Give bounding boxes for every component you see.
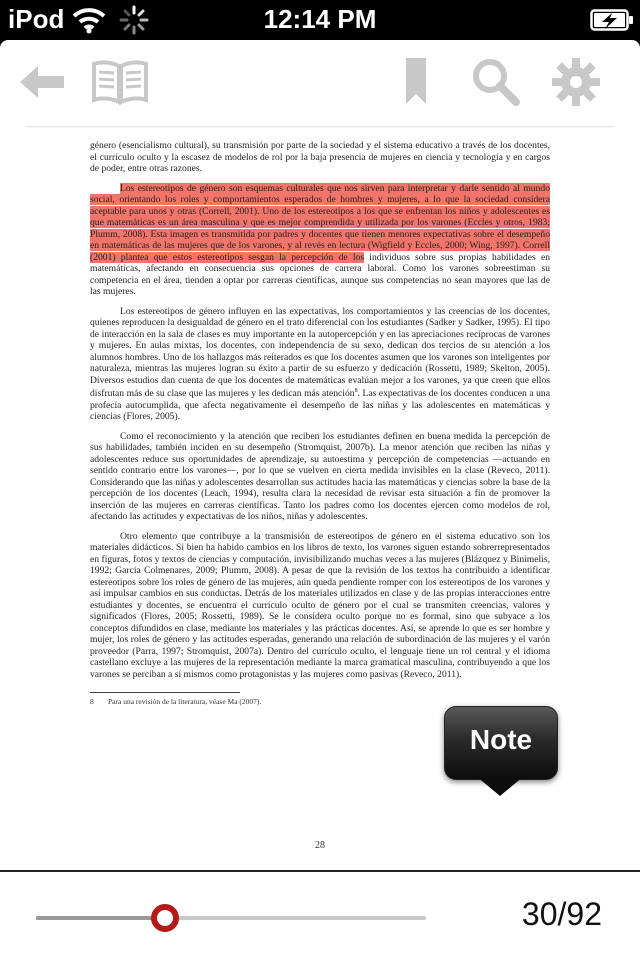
footnote-text: Para una revisión de la literatura, véase Ma (2007). <box>108 697 262 707</box>
note-button[interactable]: Note <box>444 706 558 780</box>
bookmark-icon[interactable] <box>396 54 436 110</box>
page-slider-track[interactable] <box>36 916 426 920</box>
highlighted-text[interactable]: Los estereotipos de género son esquemas culturales que nos sirven para interpretar y darle sentido al mundo social, orientando los roles y comportamientos esperados de hombres y mujeres, a lo que la sociedad considera aceptable para unos y otras (Correll, 2001). Uno de los estereotipos a los que se enfrentan los niños y adolescentes es que matemáticas es un área masculina y que es mejor comprendida y utilizada por los varones (Eccles y otros, 1983; Plumm, 2008). Esta imagen es transmitida por padres y docentes que tienen menores expectativas sobre el desempeño en matemáticas de las mujeres que de los varones, y al revés en lectura (Wigfield y Eccles, 2000; Wing, 1997). Correll (2001) plantea que estos estereotipos sesgan la percepción de los <box>90 182 550 263</box>
footnote-number: 8 <box>90 697 94 707</box>
back-arrow-icon[interactable] <box>14 54 70 110</box>
toolbar-divider <box>26 126 614 128</box>
book-page[interactable] <box>90 140 550 706</box>
page-counter: 30/92 <box>521 896 602 932</box>
paragraph-3-text: Los estereotipos de género influyen en las expectativas, los comportamientos y las creencias de los docentes, quienes reproducen la desigualdad de género en el trato diferencial con los estudiantes (Sadker y Sadker, 1995). El tipo de interacción en la sala de clases es muy importante en la autopercepción y en las apreciaciones recíprocas de varones y mujeres. En aulas mixtas, los docentes, con independencia de su sexo, dedican dos tercios de su atención a los alumnos hombres. Uno de los hallazgos más reiterados es que los docentes asumen que los varones son inteligentes por naturaleza, mientras las mujeres logran su éxito a partir de su esfuerzo y dedicación (Rossetti, 1989; Skelton, 2005). Diversos estudios dan cuenta de que los docentes de matemáticas evalúan mejor a los varones, ya que creen que ellos disfrutan más de su clase que las mujeres y les dedican más atención <box>90 305 550 400</box>
page-slider-fill <box>36 916 165 920</box>
gear-icon[interactable] <box>548 54 604 110</box>
paragraph-3-text-end: . Las expectativas de los docentes conducen a una profecía autocumplida, que afecta negativamente el desempeño de las niñas y las adolescentes en matemáticas y ciencias (Flores, 2005). <box>90 388 550 423</box>
printed-page-number: 28 <box>315 840 325 851</box>
paragraph-4: Como el reconocimiento y la atención que reciben los estudiantes definen en buena medida la percepción de sus habilidades, también inciden en su desempeño (Stromquist, 2007b). La menor atención que reciben las niñas y adolescentes reduce sus oportunidades de aprendizaje, su autoestima y percepción de competencias —actuando en sentido contrario entre los varones—, por lo que se vuelven en cierta medida invisibles en la clase (Reveco, 2011). Considerando que las niñas y adolescentes desarrollan sus actitudes hacia las matemáticas y ciencias sobre la base de la percepción de los docentes (Leach, 1994), resulta clara la necesidad de revisar esta situación a fin de promover la inserción de las mujeres en carreras científicas. Tanto los padres como los docentes ejercen como modelos de rol, afectando las actitudes y expectativas de los niños, niñas y adolescentes. <box>90 430 550 523</box>
battery-charging-icon <box>590 8 634 32</box>
footnote-reference[interactable]: 8 <box>354 388 358 394</box>
paragraph-1: género (esencialismo cultural), su transmisión por parte de la sociedad y el sistema educativo a través de los docentes, el currículo oculto y la escasez de modelos de rol por la baja presencia de mujeres en ciencia y tecnología y en cargos de poder, entre otras razones. <box>90 140 550 174</box>
carrier-label: iPod <box>8 4 65 34</box>
clock: 12:14 PM <box>263 4 377 34</box>
search-icon[interactable] <box>468 54 524 110</box>
open-book-icon[interactable] <box>90 54 150 110</box>
paragraph-3 <box>90 306 550 423</box>
note-pointer <box>476 776 524 796</box>
status-bar <box>0 0 640 40</box>
reader-toolbar <box>0 40 640 128</box>
paragraph-5: Otro elemento que contribuye a la transmisión de estereotipos de género en el sistema educativo son los materiales didácticos. Si bien ha habido cambios en los libros de texto, los varones siguen estando sobrerrepresentados en figuras, fotos y textos de ciencias y computación, invisibilizando muchas veces a las mujeres (Blázquez y Binimelis, 1992; García Colmenares, 2009; Plumm, 2008). A pesar de que la revisión de los textos ha contribuido a identificar estereotipos sobre los roles de género de las mujeres, aún queda pendiente romper con los estereotipos de los varones y así impulsar cambios en sus conductas. Detrás de los materiales utilizados en clase y de las propias interacciones entre estudiantes y docentes, se encuentra el currículo oculto de género por el cual se transmiten creencias, valores y significados (Flores, 2005; Rossetti, 1989). Se le considera oculto porque no es formal, sino que subyace a los conceptos difundidos en clase, mediante los materiales y las prácticas docentes. Así, se aprende lo que es ser hombre y mujer, los roles de género y las actitudes esperadas, generando una relación de subordinación de las mujeres y el varón proveedor (Parra, 1997; Stromquist, 2007a). Dentro del currículo oculto, el lenguaje tiene un rol central y el idioma castellano excluye a las mujeres de la representación mediante la marca gramatical masculina, contribuyendo a que los varones se perciban a sí mismos como protagonistas y las mujeres como pasivas (Reveco, 2011). <box>90 530 550 680</box>
footnote-divider <box>90 692 240 693</box>
paragraph-2-rest: individuos sobre sus propias habilidades en matemáticas, afectando en consecuencia sus opciones de carrera laboral. Como los varones sobreestiman su competencia en el área, tienden a optar por carreras científicas, aunque sus competencias no sean mayores que las de las mujeres. <box>90 251 550 297</box>
footnote <box>90 697 550 706</box>
page-slider-thumb[interactable] <box>151 904 179 932</box>
navigation-bar <box>0 870 640 960</box>
paragraph-2[interactable] <box>90 183 550 298</box>
